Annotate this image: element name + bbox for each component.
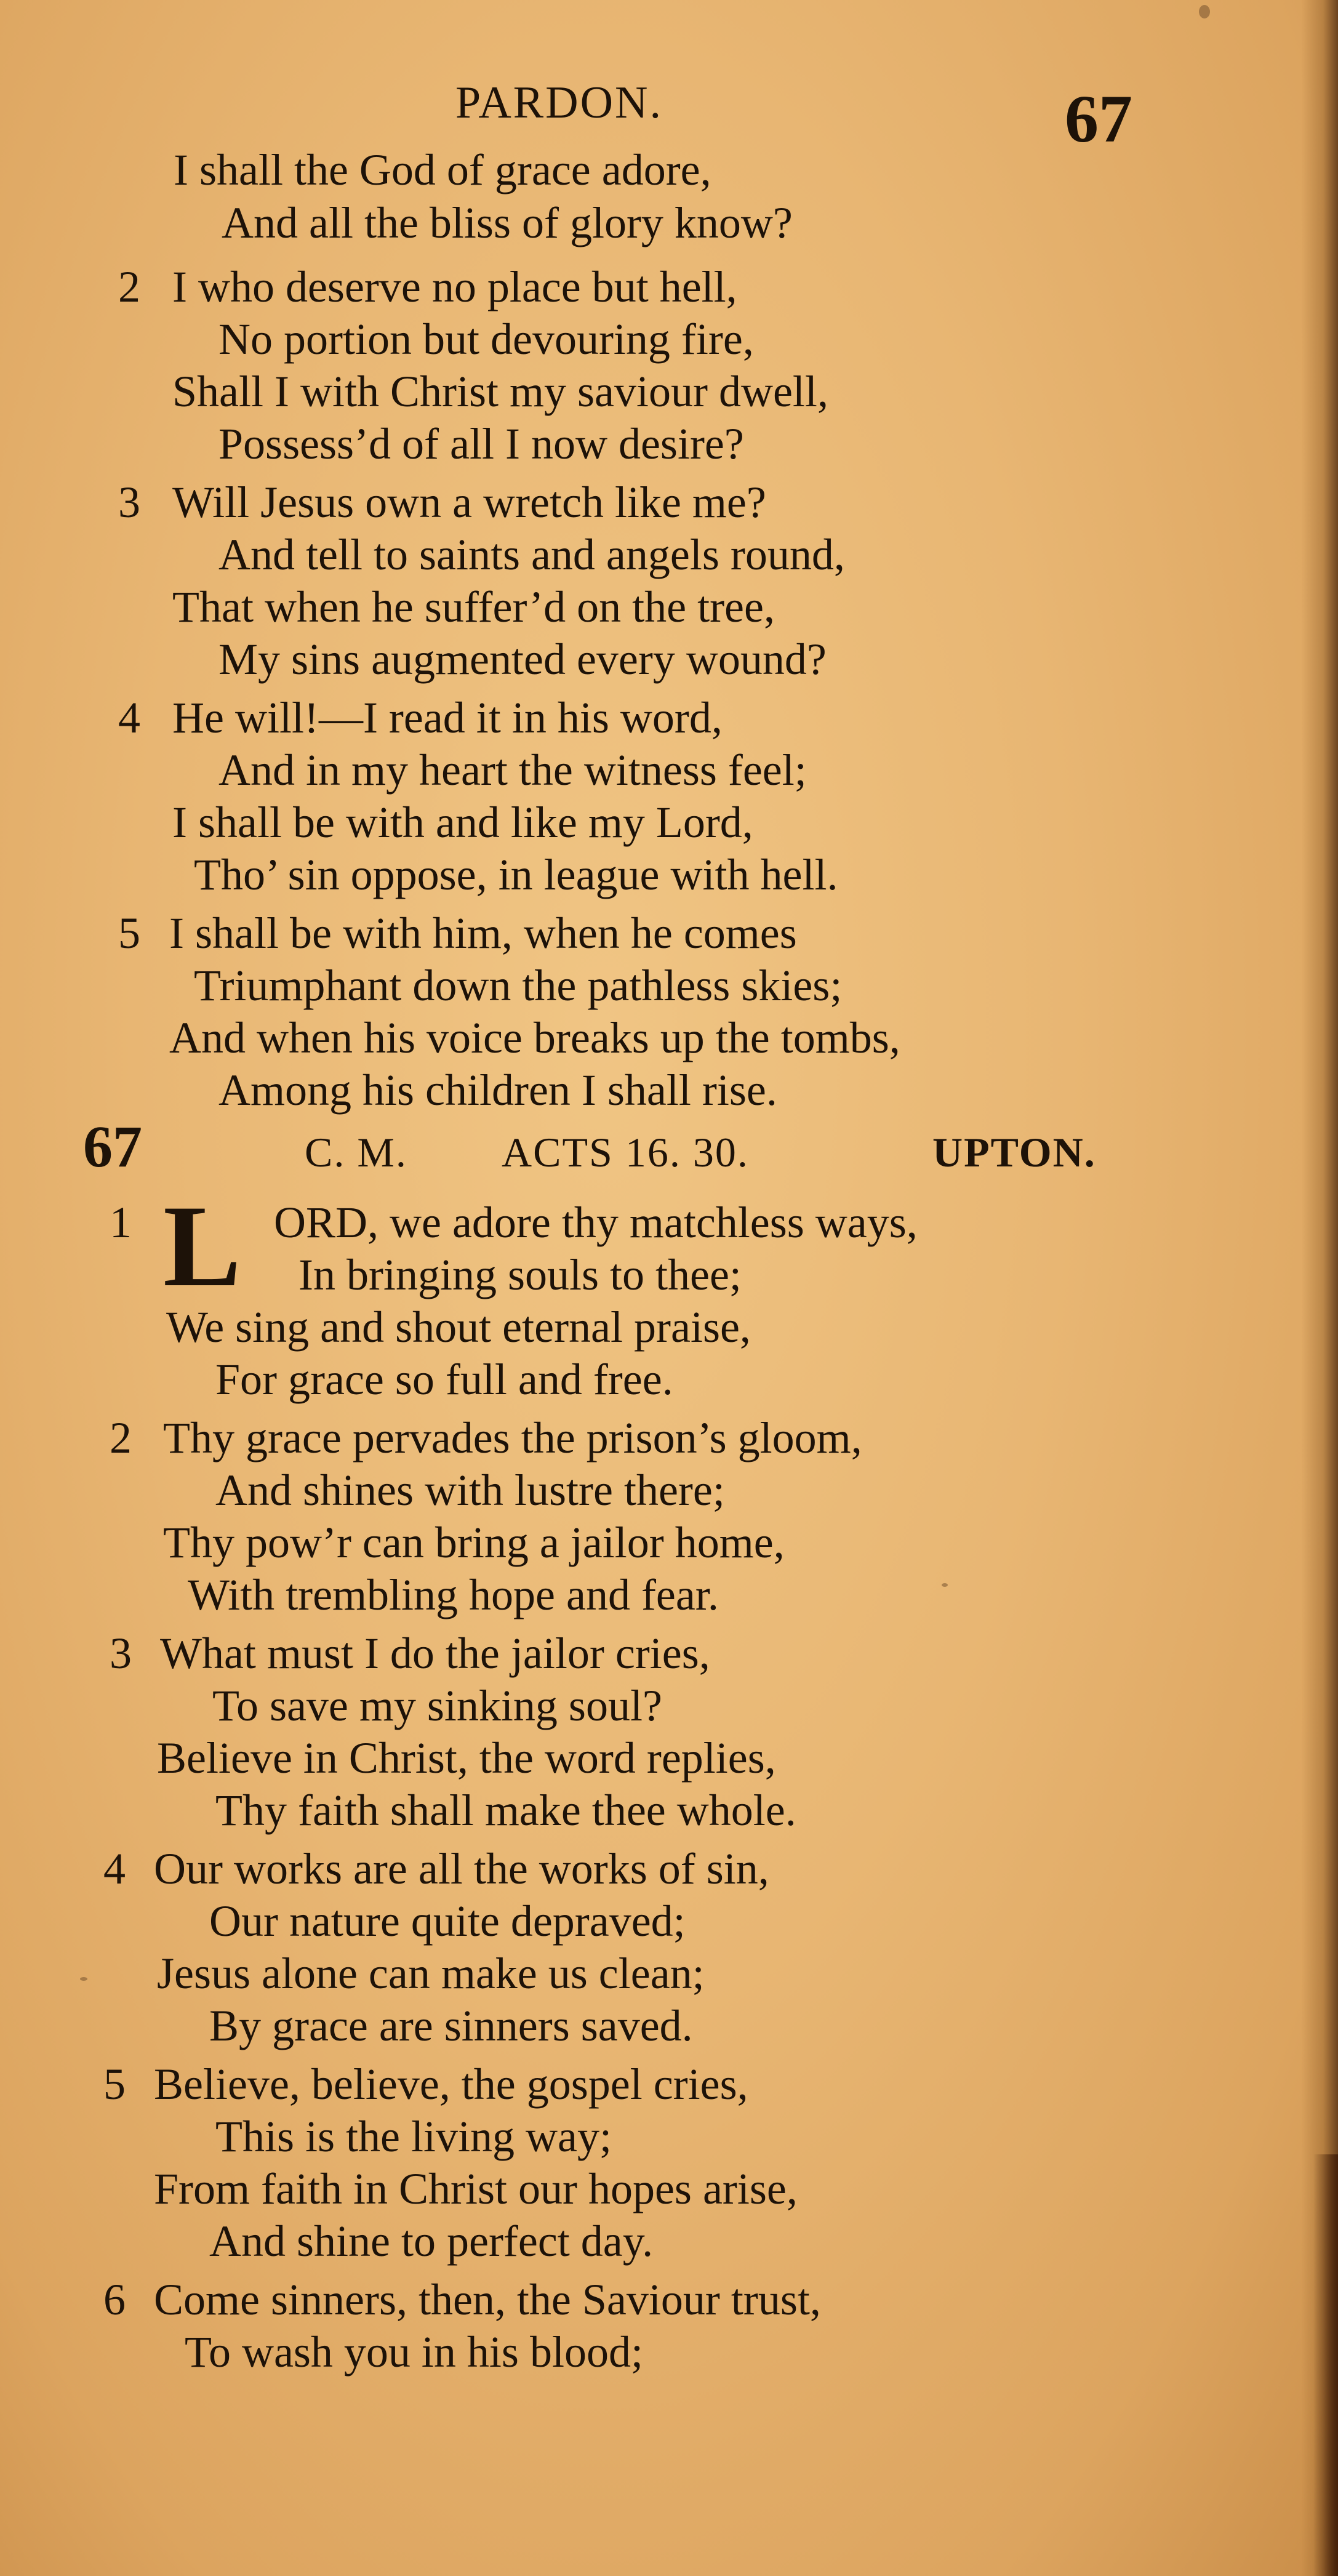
hymn-tune: UPTON. xyxy=(932,1129,1096,1176)
hymn-line: I shall be with him, when he comes xyxy=(169,909,797,958)
running-header-title: PARDON. xyxy=(455,78,663,128)
page-edge-dark xyxy=(1313,2154,1338,2576)
verse-number: 1 xyxy=(110,1198,132,1247)
verse-number: 4 xyxy=(118,693,140,742)
verse-number: 3 xyxy=(110,1629,132,1678)
hymn-line: With trembling hope and fear. xyxy=(188,1570,719,1619)
ink-speck xyxy=(942,1583,948,1587)
verse-number: 6 xyxy=(103,2275,126,2324)
hymn-line: What must I do the jailor cries, xyxy=(160,1629,710,1678)
hymn-line: Thy pow’r can bring a jailor home, xyxy=(163,1518,785,1567)
hymn-line: I shall the God of grace adore, xyxy=(174,145,711,195)
hymn-line: ORD, we adore thy matchless ways, xyxy=(274,1198,918,1247)
hymn-line: My sins augmented every wound? xyxy=(218,635,827,684)
hymn-line: Among his children I shall rise. xyxy=(218,1065,777,1115)
verse-number: 5 xyxy=(118,909,140,958)
hymn-line: Triumphant down the pathless skies; xyxy=(194,961,843,1010)
hymn-line: He will!—I read it in his word, xyxy=(172,693,723,742)
page-number: 67 xyxy=(1065,81,1132,156)
hymn-line: No portion but devouring fire, xyxy=(218,315,754,364)
hymn-line: In bringing souls to thee; xyxy=(298,1250,742,1299)
hymn-line: That when he suffer’d on the tree, xyxy=(172,582,775,632)
hymn-line: By grace are sinners saved. xyxy=(209,2001,693,2050)
hymn-line: From faith in Christ our hopes arise, xyxy=(154,2164,798,2213)
hymn-line: Our nature quite depraved; xyxy=(209,1896,686,1946)
ink-speck xyxy=(1199,5,1210,18)
hymn-line: Will Jesus own a wretch like me? xyxy=(172,478,766,527)
hymn-line: And shines with lustre there; xyxy=(215,1466,725,1515)
hymn-line: To save my sinking soul? xyxy=(212,1681,662,1730)
hymn-line: And all the bliss of glory know? xyxy=(222,198,793,247)
hymn-line: I who deserve no place but hell, xyxy=(172,262,737,311)
hymn-line: Tho’ sin oppose, in league with hell. xyxy=(194,850,838,899)
hymn-scripture: ACTS 16. 30. xyxy=(502,1129,749,1176)
hymn-line: Believe in Christ, the word replies, xyxy=(157,1733,776,1783)
hymn-line: And tell to saints and angels round, xyxy=(218,530,845,579)
hymn-line: And shine to perfect day. xyxy=(209,2217,654,2266)
hymn-meter: C. M. xyxy=(305,1129,407,1176)
hymn-line: I shall be with and like my Lord, xyxy=(172,798,753,847)
hymn-line: And when his voice breaks up the tombs, xyxy=(169,1013,900,1062)
hymn-line: Believe, believe, the gospel cries, xyxy=(154,2060,748,2109)
hymn-line: Our works are all the works of sin, xyxy=(154,1844,769,1893)
verse-number: 4 xyxy=(103,1844,126,1893)
verse-number: 2 xyxy=(110,1413,132,1463)
hymn-line: Jesus alone can make us clean; xyxy=(157,1949,705,1998)
hymn-line: To wash you in his blood; xyxy=(185,2327,643,2377)
ink-speck xyxy=(80,1977,87,1981)
hymn-line: This is the living way; xyxy=(215,2112,612,2161)
verse-number: 2 xyxy=(118,262,140,311)
verse-number: 3 xyxy=(118,478,140,527)
hymn-line: We sing and shout eternal praise, xyxy=(166,1302,751,1352)
hymn-number: 67 xyxy=(83,1113,142,1179)
hymn-line: Come sinners, then, the Saviour trust, xyxy=(154,2275,821,2324)
hymn-line: Possess’d of all I now desire? xyxy=(218,419,744,468)
hymn-line: Thy faith shall make thee whole. xyxy=(215,1786,796,1835)
verse-number: 5 xyxy=(103,2060,126,2109)
hymn-line: Thy grace pervades the prison’s gloom, xyxy=(163,1413,862,1463)
hymn-line: Shall I with Christ my saviour dwell, xyxy=(172,367,828,416)
drop-cap: L xyxy=(163,1182,241,1311)
hymn-line: And in my heart the witness feel; xyxy=(218,745,807,795)
hymn-line: For grace so full and free. xyxy=(215,1355,673,1404)
